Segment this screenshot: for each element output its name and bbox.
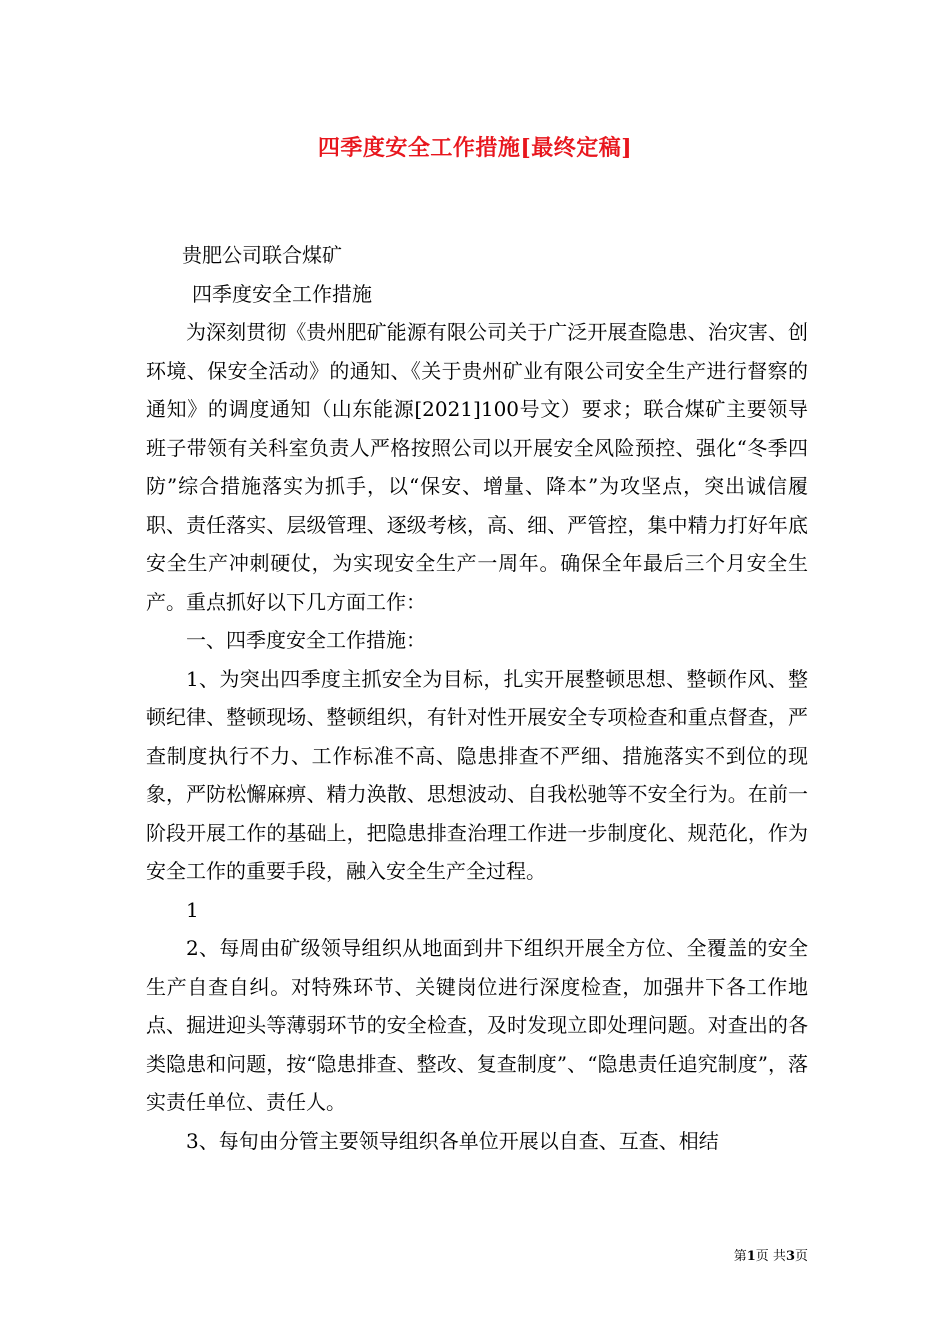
footer-current-page: 1 bbox=[746, 1249, 756, 1264]
page-footer bbox=[734, 1248, 808, 1266]
inline-page-number: 1 bbox=[186, 897, 199, 922]
paragraph-subtitle: 四季度安全工作措施 bbox=[192, 281, 372, 306]
paragraph-section-heading: 一、四季度安全工作措施： bbox=[186, 628, 426, 652]
footer-total-pages: 3 bbox=[785, 1249, 795, 1264]
paragraph-item-2: 2、每周由矿级领导组织从地面到井下组织开展全方位、全覆盖的安全生产自查自纠。对特殊环节、关键岗位进行深度检查，加强井下各工作地点、掘进迎头等薄弱环节的安全检查，及时发现立即处理问题。对查出的各类隐患和问题，按“隐患排查、整改、复查制度”、“隐患责任追究制度”，落实责任单位、责任人。 bbox=[146, 936, 808, 1114]
document-title: 四季度安全工作措施[最终定稿] bbox=[317, 135, 633, 161]
footer-middle: 页 共 bbox=[755, 1249, 786, 1264]
paragraph-intro: 为深刻贯彻《贵州肥矿能源有限公司关于广泛开展查隐患、治灾害、创环境、保安全活动》的通知、《关于贵州矿业有限公司安全生产进行督察的通知》的调度通知（山东能源[2021]100号文）要求；联合煤矿主要领导班子带领有关科室负责人严格按照公司以开展安全风险预控、强化“冬季四防”综合措施落实为抓手，以“保安、增量、降本”为攻坚点，突出诚信履职、责任落实、层级管理、逐级考核，高、细、严管控，集中精力打好年底安全生产冲刺硬仗，为实现安全生产一周年。确保全年最后三个月安全生产。重点抓好以下几方面工作： bbox=[146, 320, 808, 614]
paragraph-company: 贵肥公司联合煤矿 bbox=[182, 243, 342, 267]
document-body bbox=[146, 236, 808, 1160]
paragraph-item-1: 1、为突出四季度主抓安全为目标，扎实开展整顿思想、整顿作风、整顿纪律、整顿现场、整顿组织，有针对性开展安全专项检查和重点督查，严查制度执行不力、工作标准不高、隐患排查不严细、措施落实不到位的现象，严防松懈麻痹、精力涣散、思想波动、自我松驰等不安全行为。在前一阶段开展工作的基础上，把隐患排查治理工作进一步制度化、规范化，作为安全工作的重要手段，融入安全生产全过程。 bbox=[146, 666, 808, 883]
footer-suffix: 页 bbox=[794, 1249, 808, 1264]
footer-prefix: 第 bbox=[733, 1249, 747, 1264]
paragraph-item-3: 3、每旬由分管主要领导组织各单位开展以自查、互查、相结 bbox=[186, 1128, 719, 1153]
